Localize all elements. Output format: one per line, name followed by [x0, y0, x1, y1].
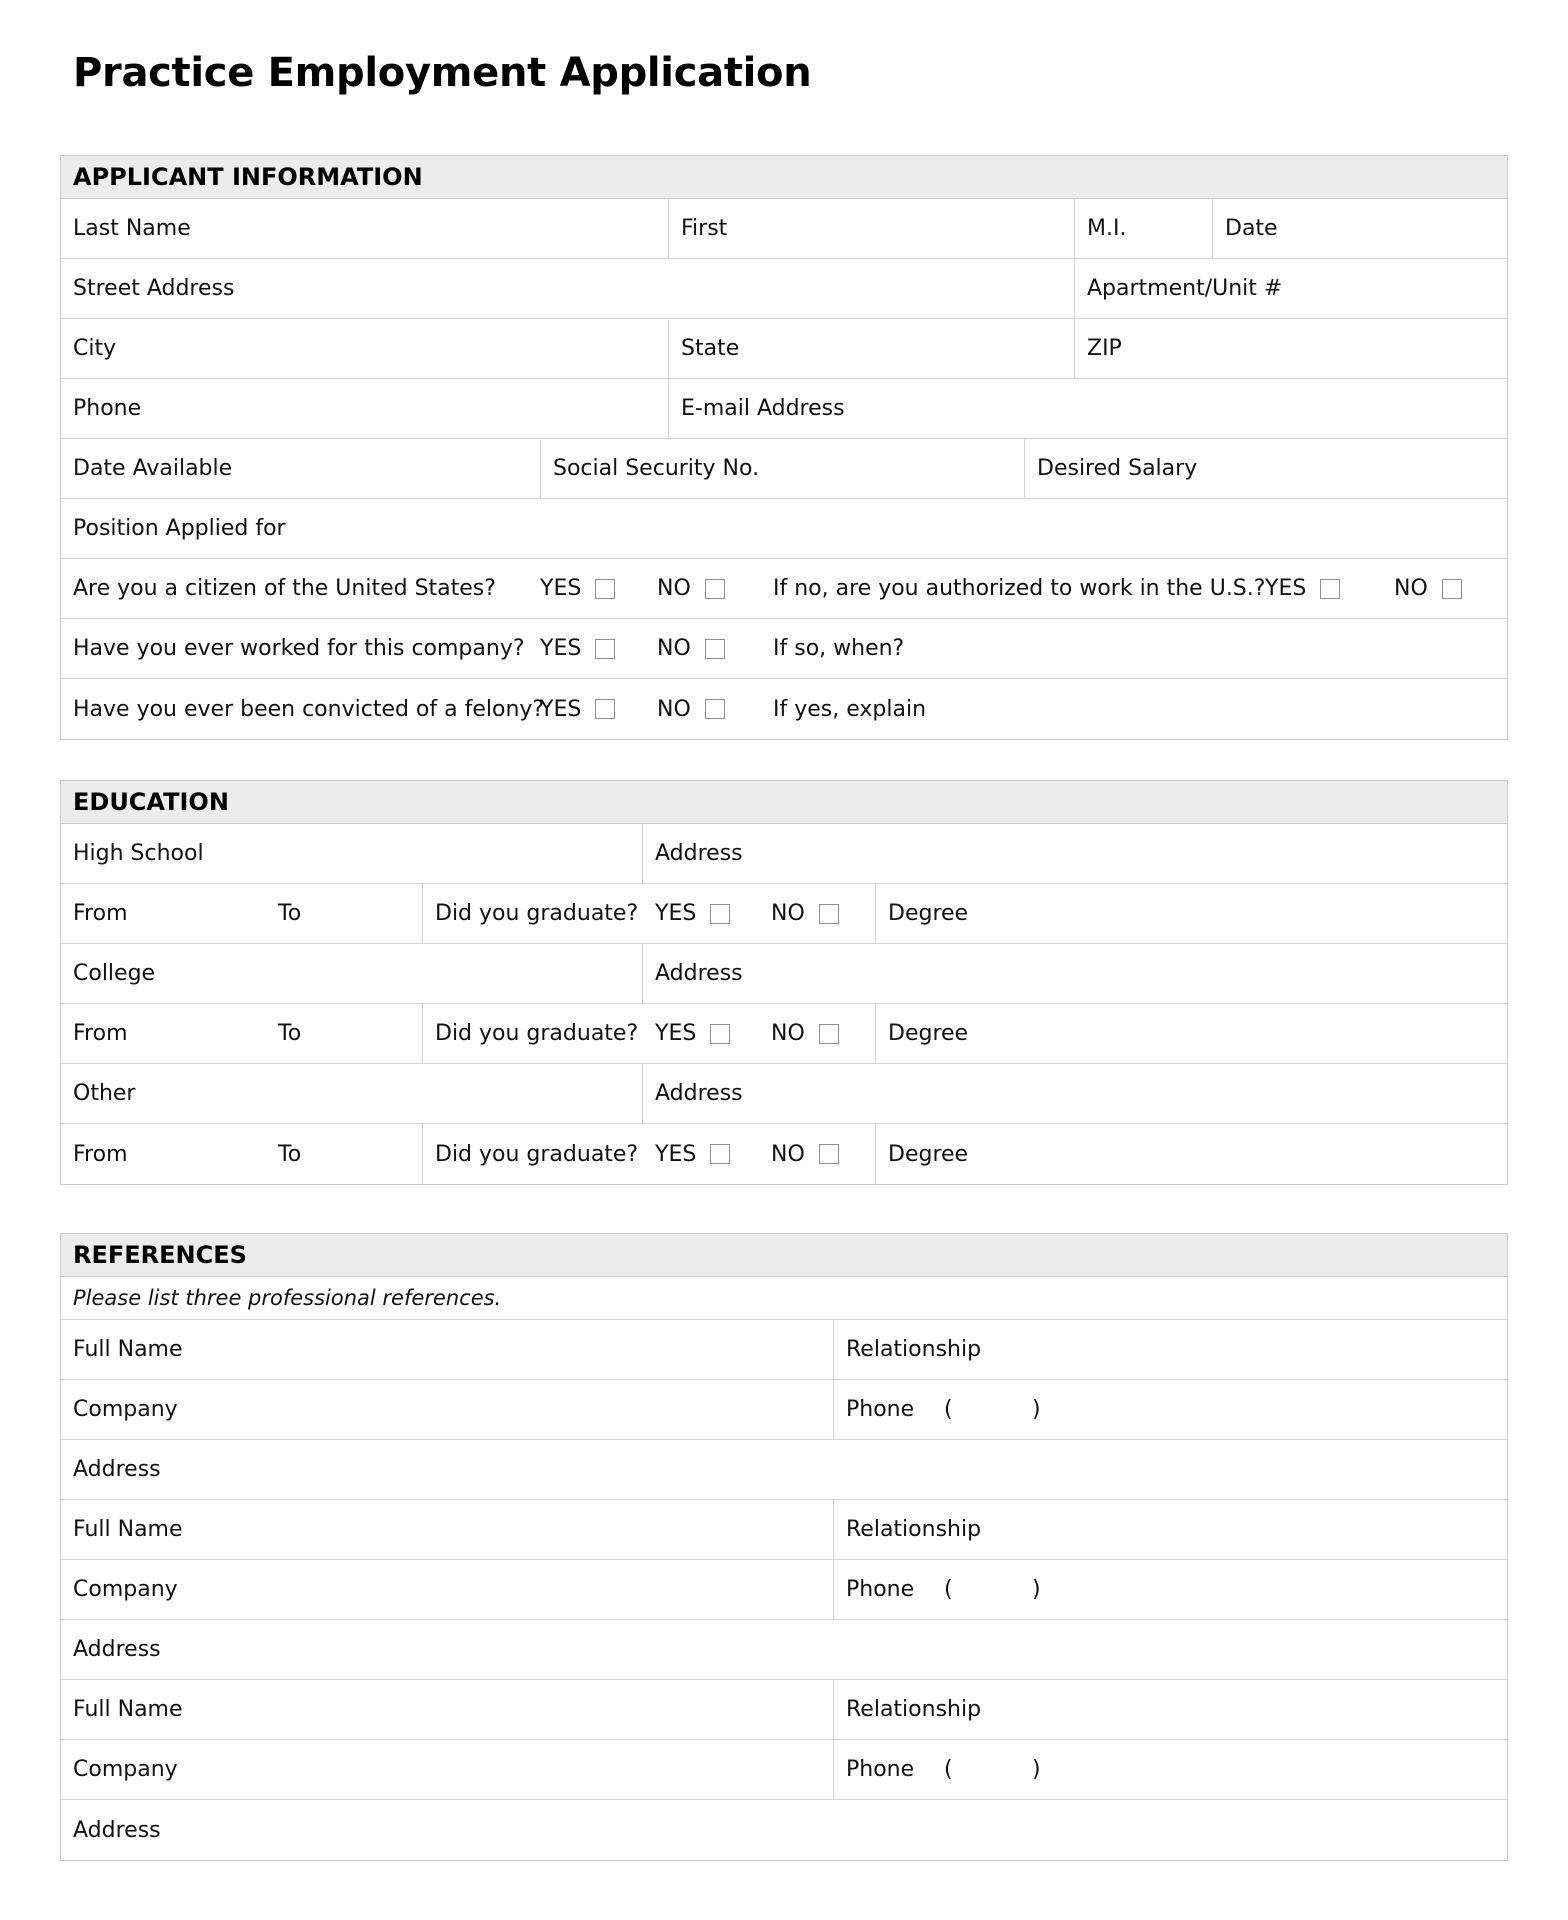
- field-label: First: [681, 216, 728, 241]
- field-label: From: [73, 1021, 128, 1046]
- reference-3-name-row: [61, 1680, 1507, 1740]
- felony-question: [61, 679, 1507, 739]
- relationship-field[interactable]: [834, 1680, 1507, 1739]
- option-label: YES: [540, 576, 582, 601]
- college-row: [61, 944, 1507, 1004]
- citizen-row: [61, 559, 1507, 619]
- citizen-question: [61, 559, 1507, 618]
- graduate-question: [423, 884, 876, 943]
- address-field[interactable]: [61, 1800, 1507, 1860]
- field-label: Apartment/Unit #: [1087, 276, 1283, 301]
- street-address-field[interactable]: [61, 259, 1075, 318]
- field-label: Other: [73, 1081, 136, 1106]
- email-field[interactable]: [669, 379, 1507, 438]
- field-label: Relationship: [846, 1517, 982, 1542]
- field-label: ZIP: [1087, 336, 1122, 361]
- field-label: Full Name: [73, 1337, 183, 1362]
- field-label: E-mail Address: [681, 396, 845, 421]
- reference-2-address-row: [61, 1620, 1507, 1680]
- field-label: High School: [73, 841, 204, 866]
- field-label: Company: [73, 1757, 178, 1782]
- option-label: NO: [771, 1141, 805, 1167]
- high-school-row: [61, 824, 1507, 884]
- other-school-field[interactable]: [61, 1064, 643, 1123]
- zip-field[interactable]: [1075, 319, 1507, 378]
- option-label: NO: [1394, 576, 1428, 601]
- field-label: Relationship: [846, 1697, 982, 1722]
- field-label: Last Name: [73, 216, 191, 241]
- field-label: Address: [655, 961, 743, 986]
- full-name-field[interactable]: [61, 1320, 834, 1379]
- ssn-field[interactable]: [541, 439, 1025, 498]
- hs-graduate-yes-checkbox[interactable]: [710, 904, 730, 924]
- option-label: NO: [771, 1021, 805, 1046]
- option-label: YES: [655, 1021, 697, 1046]
- field-label: Degree: [888, 901, 969, 926]
- phone-field[interactable]: [834, 1740, 1507, 1799]
- full-name-field[interactable]: [61, 1680, 834, 1739]
- references-note: Please list three professional references.: [61, 1277, 1507, 1320]
- section-heading: APPLICANT INFORMATION: [61, 156, 1507, 199]
- college-graduate-no-checkbox[interactable]: [819, 1024, 839, 1044]
- field-label: Address: [73, 1637, 161, 1662]
- option-label: YES: [540, 636, 582, 661]
- area-code-open-paren: (: [944, 1577, 953, 1602]
- field-label: Address: [655, 841, 743, 866]
- field-label: Phone: [73, 396, 142, 421]
- felony-no-checkbox[interactable]: [705, 699, 725, 719]
- section-heading: REFERENCES: [61, 1234, 1507, 1277]
- question-label: If no, are you authorized to work in the U.S.?: [773, 576, 1266, 601]
- question-label: If so, when?: [773, 636, 905, 661]
- date-available-field[interactable]: [61, 439, 541, 498]
- field-label: M.I.: [1087, 216, 1127, 241]
- degree-field[interactable]: [876, 1004, 1507, 1063]
- field-label: Company: [73, 1397, 178, 1422]
- date-field[interactable]: [1213, 199, 1507, 258]
- citizen-yes-checkbox[interactable]: [595, 579, 615, 599]
- relationship-field[interactable]: [834, 1320, 1507, 1379]
- field-label: Company: [73, 1577, 178, 1602]
- worked-no-checkbox[interactable]: [705, 639, 725, 659]
- area-code-close-paren: ): [1032, 1577, 1041, 1602]
- reference-1-company-row: [61, 1380, 1507, 1440]
- field-label: From: [73, 1141, 128, 1167]
- college-dates-row: [61, 1004, 1507, 1064]
- option-label: NO: [657, 576, 691, 601]
- contact-row: [61, 379, 1507, 439]
- reference-3-company-row: [61, 1740, 1507, 1800]
- middle-initial-field[interactable]: [1075, 199, 1213, 258]
- company-field[interactable]: [61, 1740, 834, 1799]
- reference-3-address-row: [61, 1800, 1507, 1860]
- field-label: To: [278, 901, 302, 926]
- field-label: City: [73, 336, 117, 361]
- high-school-field[interactable]: [61, 824, 643, 883]
- citizen-no-checkbox[interactable]: [705, 579, 725, 599]
- worked-row: [61, 619, 1507, 679]
- option-label: YES: [1265, 576, 1307, 601]
- dates-field[interactable]: [61, 1124, 423, 1184]
- authorized-yes-checkbox[interactable]: [1320, 579, 1340, 599]
- option-label: NO: [771, 901, 805, 926]
- address-field[interactable]: [61, 1620, 1507, 1679]
- position-field[interactable]: [61, 499, 1507, 558]
- area-code-close-paren: ): [1032, 1757, 1041, 1782]
- authorized-no-checkbox[interactable]: [1442, 579, 1462, 599]
- field-label: College: [73, 961, 156, 986]
- section-heading: EDUCATION: [61, 781, 1507, 824]
- field-label: To: [278, 1141, 302, 1167]
- felony-yes-checkbox[interactable]: [595, 699, 615, 719]
- question-label: Did you graduate?: [435, 1021, 639, 1046]
- relationship-field[interactable]: [834, 1500, 1507, 1559]
- reference-2-name-row: [61, 1500, 1507, 1560]
- question-label: Have you ever been convicted of a felony?: [73, 696, 545, 722]
- option-label: YES: [655, 901, 697, 926]
- area-code-close-paren: ): [1032, 1397, 1041, 1422]
- position-row: [61, 499, 1507, 559]
- area-code-open-paren: (: [944, 1757, 953, 1782]
- question-label: Did you graduate?: [435, 901, 639, 926]
- high-school-address-field[interactable]: [643, 824, 1507, 883]
- field-label: Degree: [888, 1021, 969, 1046]
- field-label: Address: [73, 1817, 161, 1843]
- college-field[interactable]: [61, 944, 643, 1003]
- graduate-question: [423, 1124, 876, 1184]
- field-label: Desired Salary: [1037, 456, 1198, 481]
- option-label: YES: [655, 1141, 697, 1167]
- worked-yes-checkbox[interactable]: [595, 639, 615, 659]
- other-graduate-yes-checkbox[interactable]: [710, 1144, 730, 1164]
- first-name-field[interactable]: [669, 199, 1075, 258]
- phone-field[interactable]: [61, 379, 669, 438]
- question-label: Did you graduate?: [435, 1141, 639, 1167]
- other-address-field[interactable]: [643, 1064, 1507, 1123]
- option-label: NO: [657, 636, 691, 661]
- city-row: [61, 319, 1507, 379]
- desired-salary-field[interactable]: [1025, 439, 1507, 498]
- question-label: If yes, explain: [773, 696, 927, 722]
- reference-1-name-row: [61, 1320, 1507, 1380]
- field-label: Date: [1225, 216, 1278, 241]
- dates-field[interactable]: [61, 1004, 423, 1063]
- graduate-question: [423, 1004, 876, 1063]
- reference-2-company-row: [61, 1560, 1507, 1620]
- question-label: Have you ever worked for this company?: [73, 636, 525, 661]
- company-field[interactable]: [61, 1560, 834, 1619]
- applicant-information-section: [60, 155, 1508, 740]
- state-field[interactable]: [669, 319, 1075, 378]
- phone-field[interactable]: [834, 1560, 1507, 1619]
- company-field[interactable]: [61, 1380, 834, 1439]
- field-label: State: [681, 336, 740, 361]
- last-name-field[interactable]: [61, 199, 669, 258]
- worked-question: [61, 619, 1507, 678]
- college-address-field[interactable]: [643, 944, 1507, 1003]
- references-section: [60, 1233, 1508, 1861]
- field-label: Address: [655, 1081, 743, 1106]
- full-name-field[interactable]: [61, 1500, 834, 1559]
- other-school-row: [61, 1064, 1507, 1124]
- other-dates-row: [61, 1124, 1507, 1184]
- field-label: Relationship: [846, 1337, 982, 1362]
- question-label: Are you a citizen of the United States?: [73, 576, 496, 601]
- education-section: [60, 780, 1508, 1185]
- other-graduate-no-checkbox[interactable]: [819, 1144, 839, 1164]
- availability-row: [61, 439, 1507, 499]
- page-title: Practice Employment Application: [73, 50, 812, 96]
- field-label: Date Available: [73, 456, 233, 481]
- address-field[interactable]: [61, 1440, 1507, 1499]
- address-row: [61, 259, 1507, 319]
- field-label: Phone: [846, 1757, 915, 1782]
- degree-field[interactable]: [876, 1124, 1507, 1184]
- option-label: NO: [657, 696, 691, 722]
- field-label: Degree: [888, 1141, 969, 1167]
- dates-field[interactable]: [61, 884, 423, 943]
- felony-row: [61, 679, 1507, 739]
- degree-field[interactable]: [876, 884, 1507, 943]
- name-row: [61, 199, 1507, 259]
- field-label: Full Name: [73, 1517, 183, 1542]
- hs-graduate-no-checkbox[interactable]: [819, 904, 839, 924]
- area-code-open-paren: (: [944, 1397, 953, 1422]
- field-label: From: [73, 901, 128, 926]
- field-label: Phone: [846, 1577, 915, 1602]
- field-label: To: [278, 1021, 302, 1046]
- field-label: Full Name: [73, 1697, 183, 1722]
- college-graduate-yes-checkbox[interactable]: [710, 1024, 730, 1044]
- field-label: Street Address: [73, 276, 235, 301]
- field-label: Social Security No.: [553, 456, 760, 481]
- field-label: Phone: [846, 1397, 915, 1422]
- phone-field[interactable]: [834, 1380, 1507, 1439]
- reference-1-address-row: [61, 1440, 1507, 1500]
- option-label: YES: [540, 696, 582, 722]
- field-label: Position Applied for: [73, 516, 286, 541]
- apartment-field[interactable]: [1075, 259, 1507, 318]
- field-label: Address: [73, 1457, 161, 1482]
- city-field[interactable]: [61, 319, 669, 378]
- high-school-dates-row: [61, 884, 1507, 944]
